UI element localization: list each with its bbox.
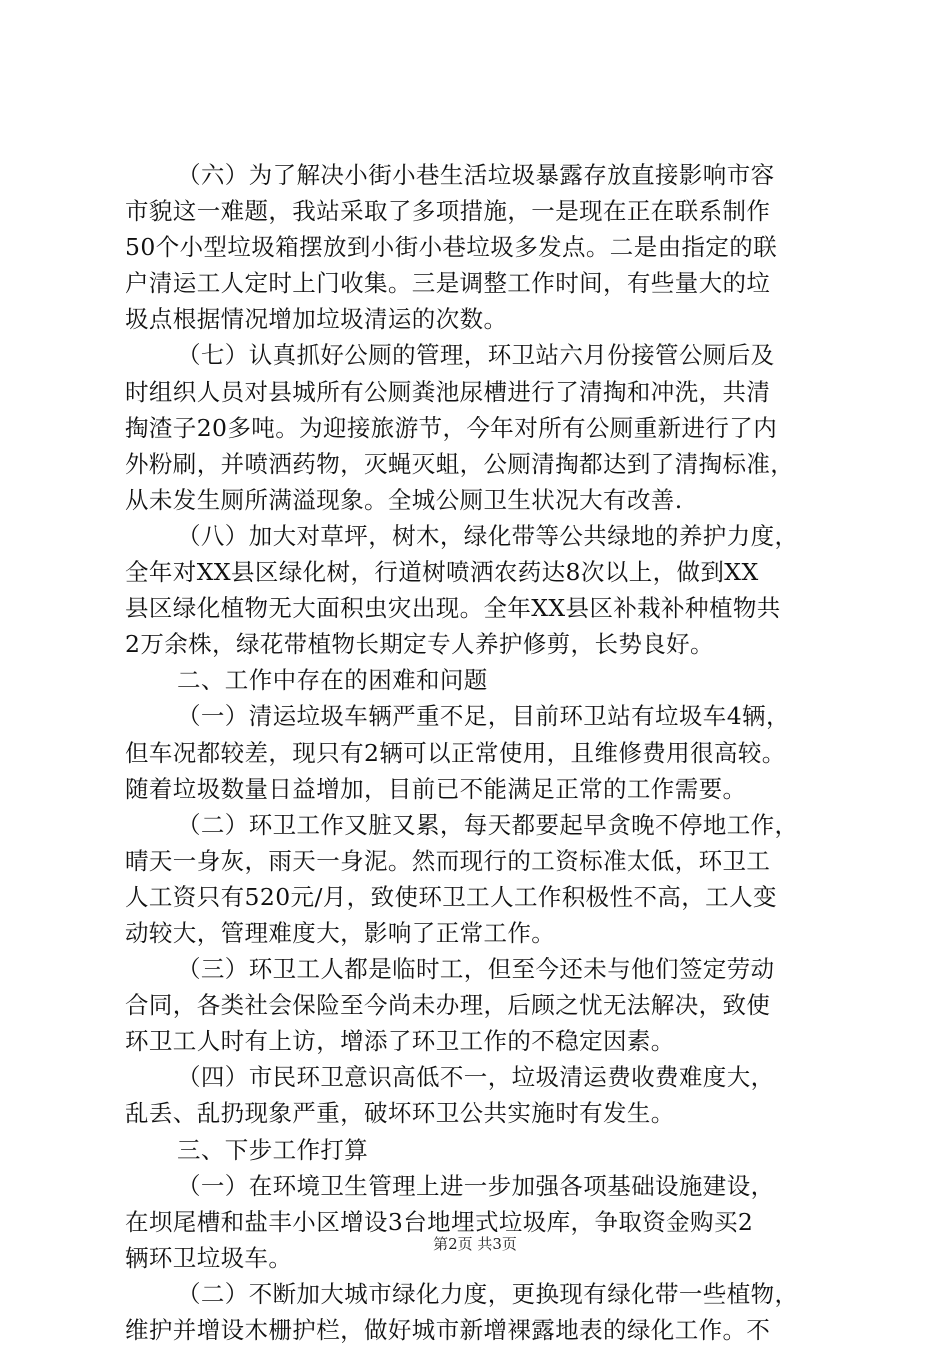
text-line: 圾点根据情况增加垃圾清运的次数。 bbox=[125, 305, 508, 334]
text-line: 外粉刷，并喷洒药物，灭蝇灭蛆，公厕清掏都达到了清掏标准， bbox=[125, 449, 795, 478]
text-line: 县区绿化植物无大面积虫灾出现。全年XX县区补栽补种植物共 bbox=[125, 594, 781, 623]
text-line: 50个小型垃圾箱摆放到小街小巷垃圾多发点。二是由指定的联 bbox=[125, 233, 778, 262]
text-line: 市貌这一难题，我站采取了多项措施，一是现在正在联系制作 bbox=[125, 197, 771, 226]
text-line: 二、工作中存在的困难和问题 bbox=[177, 666, 488, 695]
text-line: （一）在环境卫生管理上进一步加强各项基础设施建设， bbox=[177, 1171, 775, 1200]
text-line: 从未发生厕所满溢现象。全城公厕卫生状况大有改善. bbox=[125, 485, 683, 514]
text-line: 合同，各类社会保险至今尚未办理，后顾之忧无法解决，致使 bbox=[125, 991, 771, 1020]
document-body bbox=[125, 157, 850, 1348]
text-line: 时组织人员对县城所有公厕粪池尿槽进行了清掏和冲洗，共清 bbox=[125, 377, 771, 406]
text-line: 掏渣子20多吨。为迎接旅游节，今年对所有公厕重新进行了内 bbox=[125, 413, 778, 442]
text-line: （二）不断加大城市绿化力度，更换现有绿化带一些植物， bbox=[177, 1279, 799, 1308]
text-line: （八）加大对草坪，树木，绿化带等公共绿地的养护力度， bbox=[177, 521, 799, 550]
text-line: 维护并增设木栅护栏，做好城市新增裸露地表的绿化工作。不 bbox=[125, 1316, 771, 1344]
text-line: （七）认真抓好公厕的管理，环卫站六月份接管公厕后及 bbox=[177, 341, 775, 370]
text-line: （四）市民环卫意识高低不一，垃圾清运费收费难度大， bbox=[177, 1063, 775, 1092]
text-line: （一）清运垃圾车辆严重不足，目前环卫站有垃圾车4辆， bbox=[177, 702, 790, 731]
text-line: 辆环卫垃圾车。 bbox=[125, 1243, 293, 1272]
text-line: （六）为了解决小街小巷生活垃圾暴露存放直接影响市容 bbox=[177, 161, 775, 189]
text-line: 户清运工人定时上门收集。三是调整工作时间，有些量大的垃 bbox=[125, 269, 771, 298]
text-line: 动较大，管理难度大，影响了正常工作。 bbox=[125, 918, 556, 947]
text-line: 全年对XX县区绿化树，行道树喷洒农药达8次以上，做到XX bbox=[125, 558, 759, 587]
text-line: 在坝尾槽和盐丰小区增设3台地埋式垃圾库，争取资金购买2 bbox=[125, 1207, 754, 1236]
text-line: 2万余株，绿花带植物长期定专人养护修剪，长势良好。 bbox=[125, 630, 714, 659]
text-line: 晴天一身灰，雨天一身泥。然而现行的工资标准太低，环卫工 bbox=[125, 846, 771, 875]
text-line: （二）环卫工作又脏又累，每天都要起早贪晚不停地工作， bbox=[177, 810, 799, 839]
text-line: 乱丢、乱扔现象严重，破坏环卫公共实施时有发生。 bbox=[125, 1099, 675, 1128]
text-line: 人工资只有520元/月，致使环卫工人工作积极性不高，工人变 bbox=[125, 882, 777, 911]
text-line: （三）环卫工人都是临时工，但至今还未与他们签定劳动 bbox=[177, 955, 775, 984]
page-footer: 第2页 共3页 bbox=[433, 1235, 517, 1253]
text-line: 三、下步工作打算 bbox=[177, 1135, 369, 1164]
text-line: 但车况都较差，现只有2辆可以正常使用，且维修费用很高较。 bbox=[125, 738, 786, 767]
text-line: 随着垃圾数量日益增加，目前已不能满足正常的工作需要。 bbox=[125, 774, 747, 803]
text-line: 环卫工人时有上访，增添了环卫工作的不稳定因素。 bbox=[125, 1027, 675, 1056]
